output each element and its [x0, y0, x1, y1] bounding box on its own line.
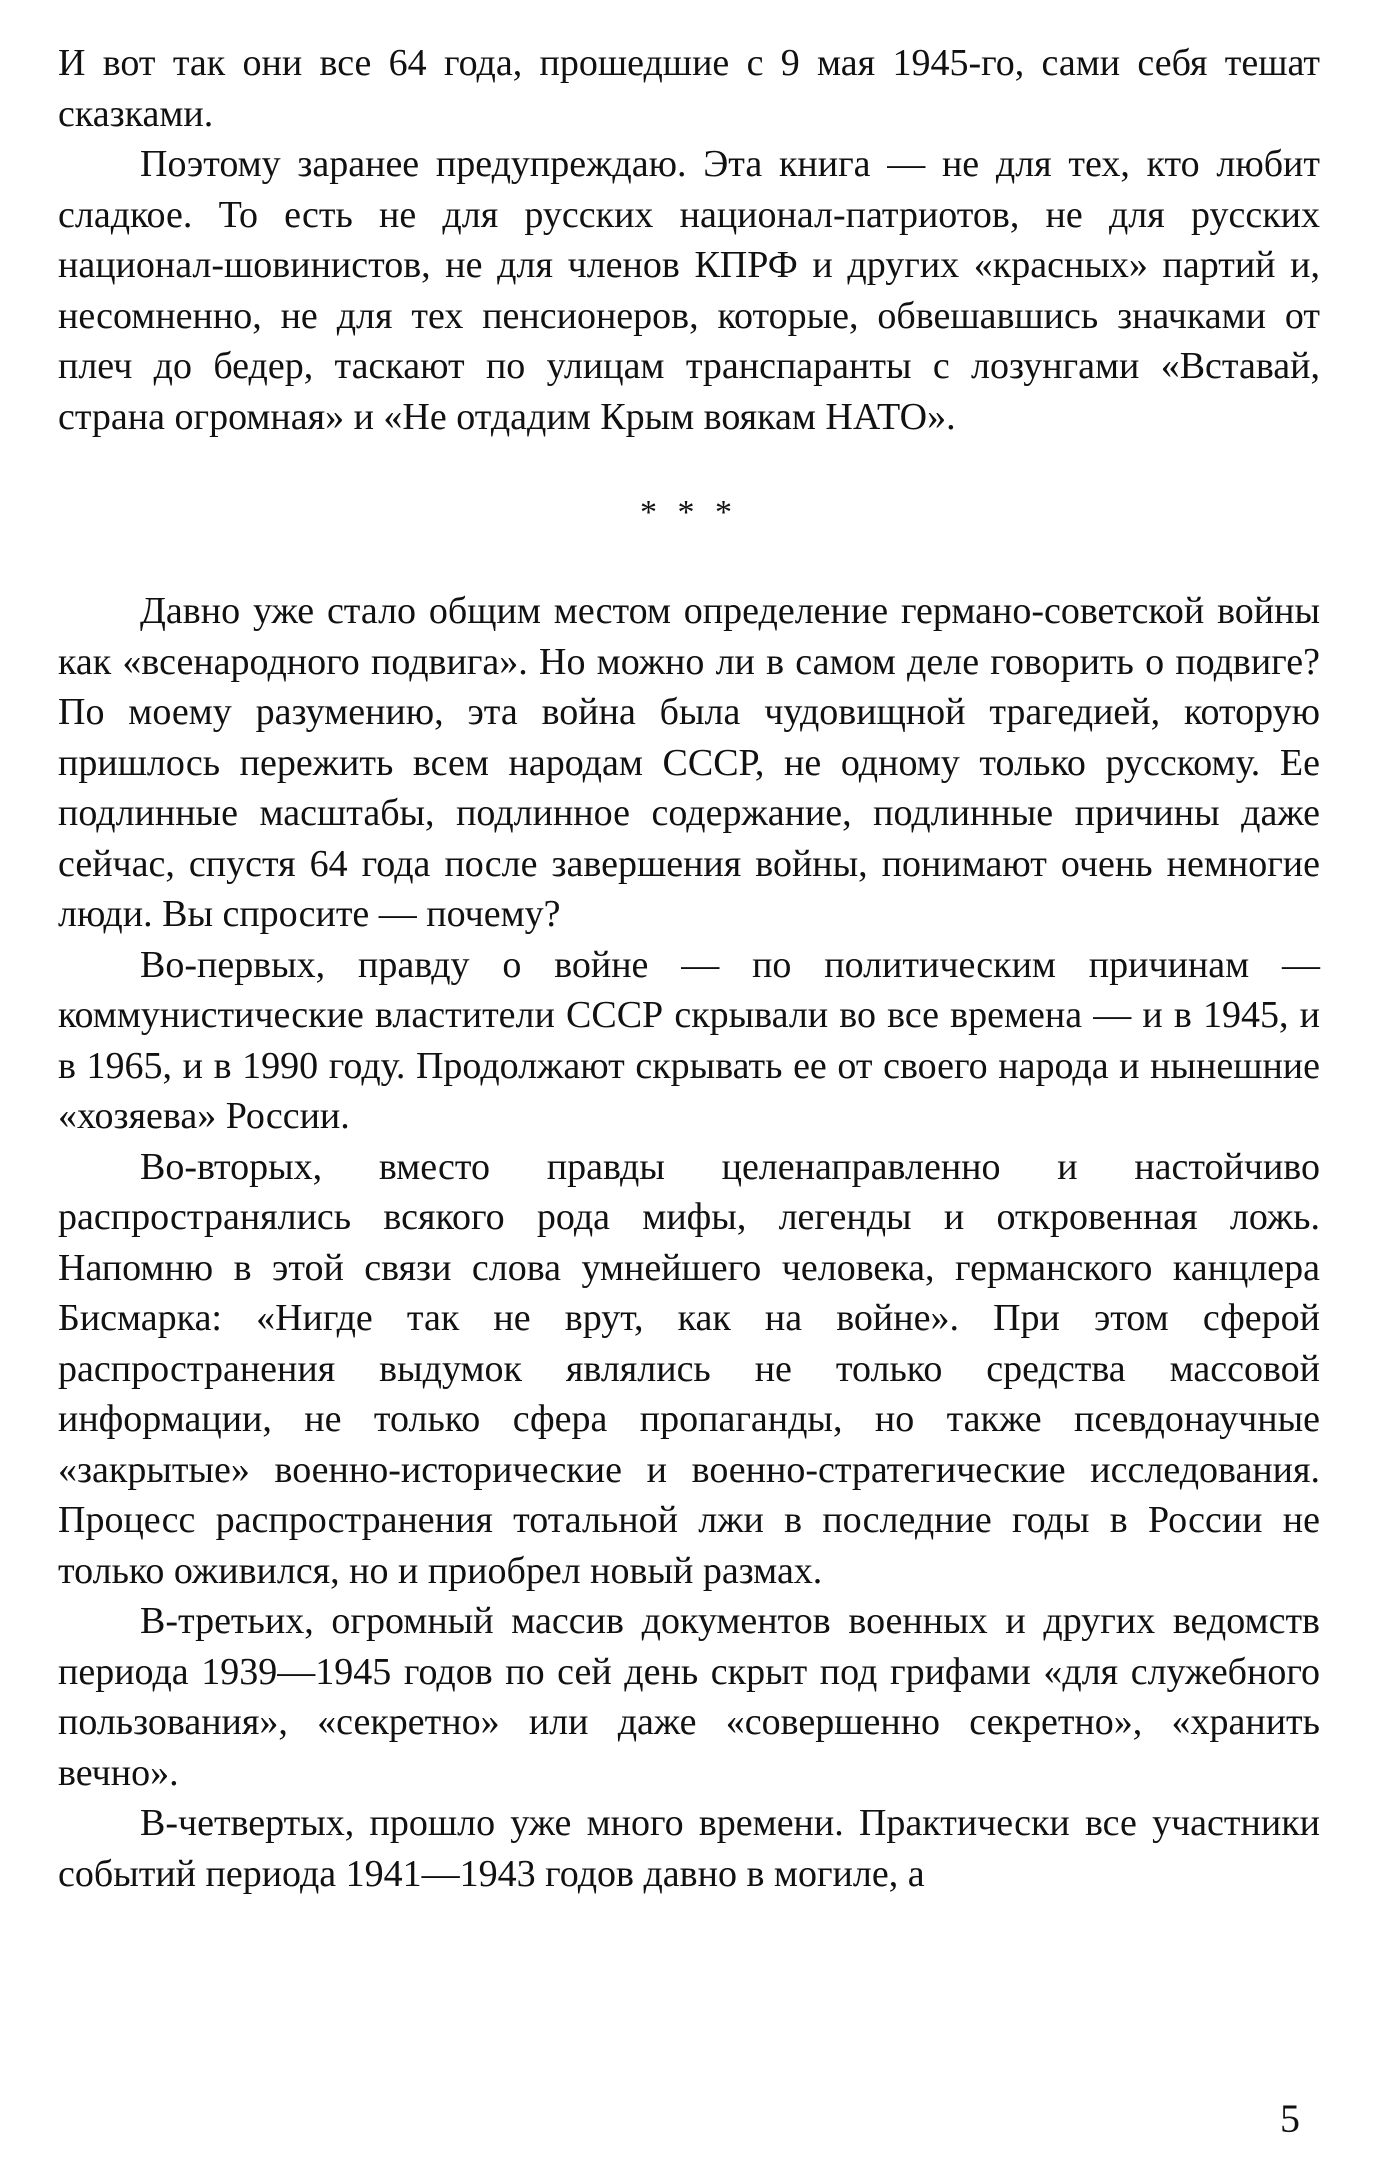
- paragraph-3: Давно уже стало общим местом определение германо-советской войны как «всенародного подвига». Но можно ли в самом деле говорить о подвиге? По моему разумению, эта война была чудовищной трагедией, которую пришлось пережить всем народам СССР, не одному только русскому. Ее подлинные масштабы, подлинное содержание, подлинные причины даже сейчас, спустя 64 года после завершения войны, понимают очень немногие люди. Вы спросите — почему?: [58, 590, 1320, 935]
- paragraph-4: Во-первых, правду о войне — по политическим причинам — коммунистические властители СССР скрывали во все времена — и в 1945, и в 1965, и в 1990 году. Продолжают скрывать ее от своего народа и нынешние «хозяева» России.: [58, 943, 1320, 1137]
- paragraph-1: И вот так они все 64 года, прошедшие с 9 мая 1945-го, сами себя тешат сказками.: [58, 42, 1320, 135]
- paragraph-2: Поэтому заранее предупреждаю. Эта книга — не для тех, кто любит сладкое. То есть не для русских национал-патриотов, не для русских национал-шовинистов, не для членов КПРФ и других «красных» партий и, несомненно, не для тех пенсионеров, которые, обвешавшись значками от плеч до бедер, таскают по улицам транспаранты с лозунгами «Вставай, страна огромная» и «Не отдадим Крым воякам НАТО».: [58, 143, 1320, 438]
- page-body: [58, 38, 1320, 1899]
- page-number: 5: [1280, 2096, 1300, 2141]
- paragraph-7: В-четвертых, прошло уже много времени. Практически все участники событий периода 1941—1943 годов давно в могиле, а: [58, 1802, 1320, 1895]
- paragraph-6: В-третьих, огромный массив документов военных и других ведомств периода 1939—1945 годов по сей день скрыт под грифами «для служебного пользования», «секретно» или даже «совершенно секретно», «хранить вечно».: [58, 1600, 1320, 1794]
- section-separator: * * *: [640, 494, 738, 531]
- paragraph-5: Во-вторых, вместо правды целенаправленно и настойчиво распространялись всякого рода мифы, легенды и откровенная ложь. Напомню в этой связи слова умнейшего человека, германского канцлера Бисмарка: «Нигде так не врут, как на войне». При этом сферой распространения выдумок являлись не только средства массовой информации, не только сфера пропаганды, но также псевдонаучные «закрытые» военно-исторические и военно-стратегические исследования. Процесс распространения тотальной лжи в последние годы в России не только оживился, но и приобрел новый размах.: [58, 1145, 1320, 1592]
